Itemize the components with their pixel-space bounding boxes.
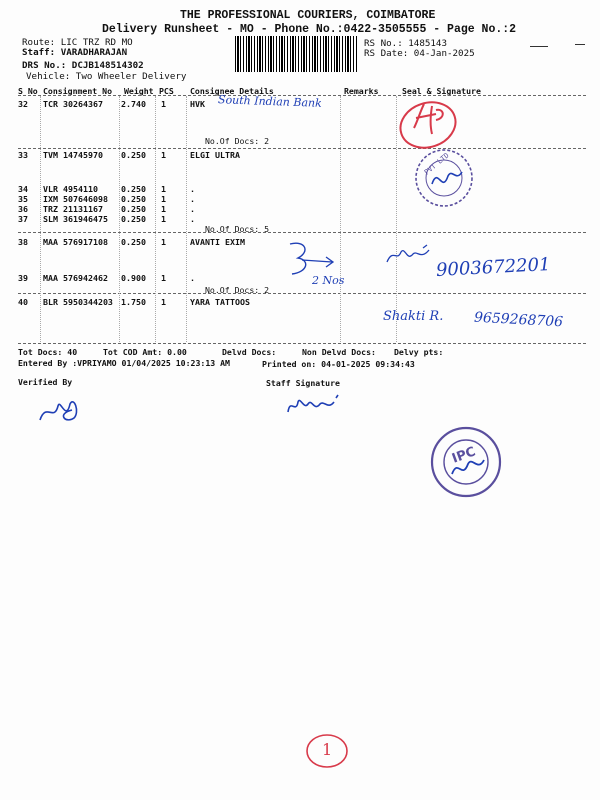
handwritten-phone: 9659268706 — [473, 309, 564, 331]
table-row-weight: 0.250 — [121, 150, 146, 160]
table-row-sno: 39 — [18, 273, 28, 283]
col-weight: Weight — [124, 86, 154, 96]
col-divider — [155, 96, 156, 342]
table-row-consignment: IXM 507646098 — [43, 194, 108, 204]
table-row-details: ELGI ULTRA — [190, 150, 240, 160]
col-pcs: PCS — [159, 86, 174, 96]
table-row-consignment: MAA 576942462 — [43, 273, 108, 283]
col-divider — [40, 96, 41, 342]
barcode — [235, 36, 357, 72]
verified-by-label: Verified By — [18, 377, 73, 387]
row-separator — [18, 148, 586, 149]
row-separator — [18, 232, 586, 233]
rs-date: RS Date: 04-Jan-2025 — [364, 48, 475, 59]
table-row-details: AVANTI EXIM — [190, 237, 245, 247]
table-row-pcs: 1 — [161, 204, 166, 214]
table-row-sno: 37 — [18, 214, 28, 224]
ipc-seal-text: IPC — [450, 444, 478, 467]
staff-signature — [284, 392, 344, 418]
row-separator — [18, 293, 586, 294]
table-row-weight: 1.750 — [121, 297, 146, 307]
drs-number: DRS No.: DCJB148514302 — [22, 60, 144, 71]
table-row-sno: 36 — [18, 204, 28, 214]
col-sno: S No — [18, 86, 38, 96]
rs-number: RS No.: 1485143 — [364, 38, 447, 49]
route-label: Route: LIC TRZ RD MO — [22, 37, 133, 48]
handwritten-note: 2 Nos — [312, 274, 345, 287]
table-row-consignment: SLM 361946475 — [43, 214, 108, 224]
table-row-pcs: 1 — [161, 214, 166, 224]
table-row-weight: 0.250 — [121, 214, 146, 224]
staff-label: Staff: VARADHARAJAN — [22, 47, 128, 58]
table-row-weight: 0.250 — [121, 194, 146, 204]
table-row-sno: 34 — [18, 184, 28, 194]
receiver-signature — [385, 244, 435, 268]
table-row-sno: 35 — [18, 194, 28, 204]
table-row-weight: 2.740 — [121, 99, 146, 109]
col-seal-signature: Seal & Signature — [402, 86, 481, 96]
table-row-weight: 0.900 — [121, 273, 146, 283]
table-row-details: . — [190, 194, 195, 204]
table-row-pcs: 1 — [161, 184, 166, 194]
table-row-details: HVK — [190, 99, 205, 109]
delivered-docs: Delvd Docs: — [222, 347, 277, 357]
col-remarks: Remarks — [344, 86, 379, 96]
table-row-consignment: TVM 14745970 — [43, 150, 103, 160]
table-row-sno: 38 — [18, 237, 28, 247]
col-divider — [119, 96, 120, 342]
table-row-details: . — [190, 214, 195, 224]
runsheet-subtitle: Delivery Runsheet - MO - Phone No.:0422-3505555 - Page No.:2 — [102, 23, 517, 36]
no-of-docs: No.Of Docs: 2 — [205, 285, 270, 295]
table-row-pcs: 1 — [161, 297, 166, 307]
col-divider — [186, 96, 187, 342]
runsheet-title: THE PROFESSIONAL COURIERS, COIMBATORE — [180, 9, 436, 22]
col-consignment-no: Consignment No — [43, 86, 113, 96]
handwritten-consignee-name: South Indian Bank — [217, 93, 322, 110]
table-row-details: . — [190, 184, 195, 194]
total-cod-amount: Tot COD Amt: 0.00 — [103, 347, 187, 357]
table-row-sno: 40 — [18, 297, 28, 307]
seal-text: PVT LTD — [422, 151, 451, 177]
table-row-pcs: 1 — [161, 150, 166, 160]
table-row-consignment: BLR 5950344203 — [43, 297, 113, 307]
table-row-pcs: 1 — [161, 237, 166, 247]
printed-on: Printed on: 04-01-2025 09:34:43 — [262, 359, 415, 369]
no-of-docs: No.Of Docs: 2 — [205, 136, 270, 146]
vehicle-label: Vehicle: Two Wheeler Delivery — [26, 71, 187, 82]
table-bottom-separator — [18, 343, 586, 344]
handwritten-phone: 9003672201 — [435, 254, 552, 281]
col-divider — [340, 96, 341, 342]
staff-signature-label: Staff Signature — [266, 378, 340, 388]
table-row-pcs: 1 — [161, 194, 166, 204]
table-row-consignment: VLR 4954110 — [43, 184, 98, 194]
table-row-weight: 0.250 — [121, 237, 146, 247]
entered-by: Entered By :VPRIYAMO 01/04/2025 10:23:13 AM — [18, 358, 230, 368]
dash-mark — [530, 46, 548, 47]
table-row-sno: 33 — [18, 150, 28, 160]
table-row-weight: 0.250 — [121, 204, 146, 214]
handwritten-receiver-name: Shakti R. — [383, 309, 444, 324]
table-row-details: . — [190, 204, 195, 214]
dash-mark-2 — [575, 44, 585, 45]
verified-by-signature — [36, 392, 86, 426]
page-number: 1 — [322, 740, 333, 759]
table-row-details: YARA TATTOOS — [190, 297, 250, 307]
table-row-weight: 0.250 — [121, 184, 146, 194]
table-row-sno: 32 — [18, 99, 28, 109]
arrow-scribble — [284, 238, 344, 288]
table-row-consignment: TCR 30264367 — [43, 99, 103, 109]
table-row-pcs: 1 — [161, 99, 166, 109]
table-row-consignment: MAA 576917108 — [43, 237, 108, 247]
delivery-points: Delvy pts: — [394, 347, 444, 357]
non-delivered-docs: Non Delvd Docs: — [302, 347, 376, 357]
no-of-docs: No.Of Docs: 5 — [205, 224, 270, 234]
table-row-consignment: TRZ 21131167 — [43, 204, 103, 214]
table-row-pcs: 1 — [161, 273, 166, 283]
table-row-details: . — [190, 273, 195, 283]
col-consignee-details: Consignee Details — [190, 86, 274, 96]
total-docs: Tot Docs: 40 — [18, 347, 78, 357]
